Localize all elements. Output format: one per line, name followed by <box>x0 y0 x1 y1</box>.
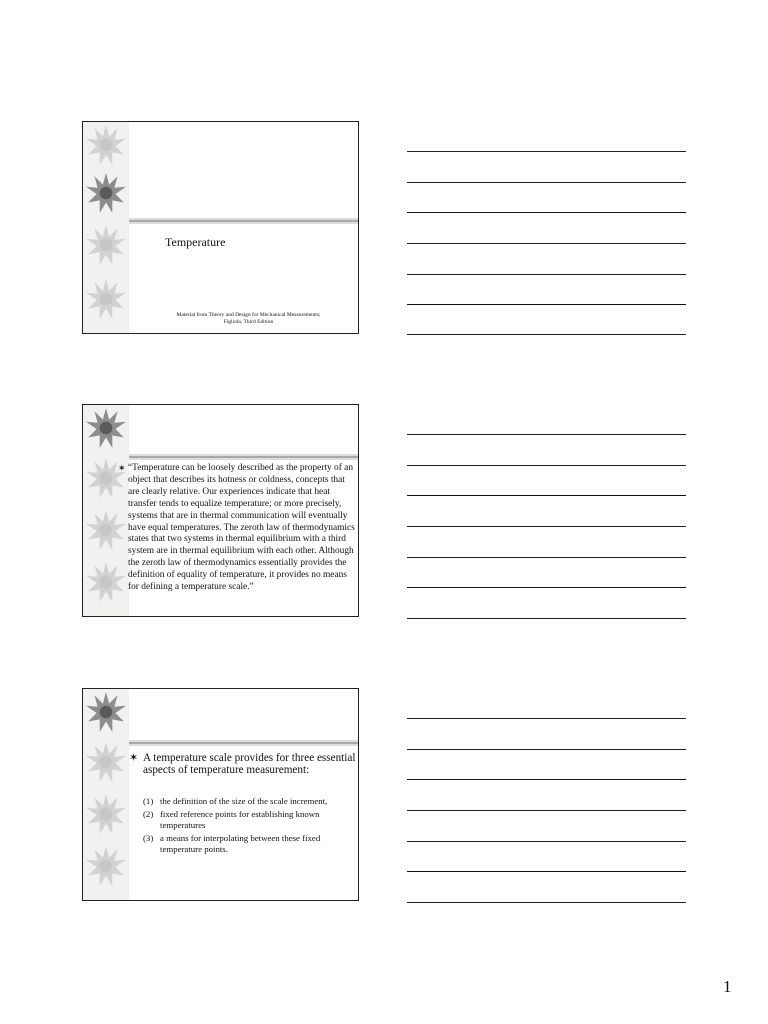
list-item-number: (2) <box>143 809 154 820</box>
note-line <box>407 182 686 183</box>
note-line <box>407 587 686 588</box>
list-item-number: (3) <box>143 832 154 843</box>
note-line <box>407 841 686 842</box>
note-line <box>407 557 686 558</box>
list-item <box>143 796 359 807</box>
decorative-strip <box>83 122 129 333</box>
note-line <box>407 495 686 496</box>
note-line <box>407 151 686 152</box>
note-line <box>407 618 686 619</box>
note-line <box>407 810 686 811</box>
list-item <box>143 809 359 830</box>
note-line <box>407 304 686 305</box>
list-item <box>143 833 359 854</box>
note-line <box>407 718 686 719</box>
note-line <box>407 526 686 527</box>
note-line <box>407 902 686 903</box>
title-divider-bar <box>129 740 358 746</box>
sun-icon <box>85 124 127 166</box>
list-item-text: fixed reference points for establishing known temperatures <box>160 809 320 830</box>
list-item-text: the definition of the size of the scale increment, <box>160 796 328 806</box>
sun-icon <box>85 224 127 266</box>
note-line <box>407 465 686 466</box>
star-bullet-icon: ✶ <box>129 752 139 764</box>
note-line <box>407 334 686 335</box>
star-bullet-icon: ✶ <box>118 463 126 473</box>
note-line <box>407 243 686 244</box>
title-divider-bar <box>129 218 358 224</box>
list-item-text: a means for interpolating between these fixed temperature points. <box>160 832 321 854</box>
note-line <box>407 434 686 435</box>
sun-icon-dark <box>85 407 127 449</box>
scale-aspects-list <box>143 796 359 857</box>
temperature-definition-quote: “Temperature can be loosely described as the property of an object that describes its hotness or coldness, concepts that are clearly relative. Our experiences indicate that heat transfer tends to equalize temperature; or more precisely, systems that are in thermal communication will eventually have equal temperatures. The zeroth law of thermodynamics states that two systems in thermal equilibrium with a third system are in thermal equilibrium with each other. Although the zeroth law of thermodynamics essentially provides the definition of equality of temperature, it provides no means for defining a temperature scale.” <box>128 463 355 593</box>
note-line <box>407 871 686 872</box>
sun-icon <box>85 793 127 835</box>
credit-line-1: Material from Theory and Design for Mechanical Measurements; <box>176 312 321 318</box>
slide-3 <box>82 688 359 901</box>
list-item-number: (1) <box>143 796 154 806</box>
sun-icon <box>85 278 127 320</box>
quote-bullet <box>118 463 356 594</box>
page-number: 1 <box>723 977 732 996</box>
sun-icon-dark <box>85 691 127 733</box>
source-credit <box>143 312 354 326</box>
slide-title: Temperature <box>165 235 226 249</box>
note-line <box>407 274 686 275</box>
slide-1 <box>82 121 359 334</box>
sun-icon <box>85 741 127 783</box>
sun-icon-dark <box>85 172 127 214</box>
sun-icon <box>85 845 127 887</box>
note-line <box>407 779 686 780</box>
slide-2 <box>82 404 359 617</box>
note-line <box>407 212 686 213</box>
scale-bullet <box>129 752 357 776</box>
note-line <box>407 749 686 750</box>
scale-lead-text: A temperature scale provides for three essential aspects of temperature measurement: <box>143 752 356 777</box>
title-divider-bar <box>129 454 358 460</box>
decorative-strip <box>83 689 129 900</box>
credit-line-2: Figliola, Third Edition <box>223 319 274 325</box>
